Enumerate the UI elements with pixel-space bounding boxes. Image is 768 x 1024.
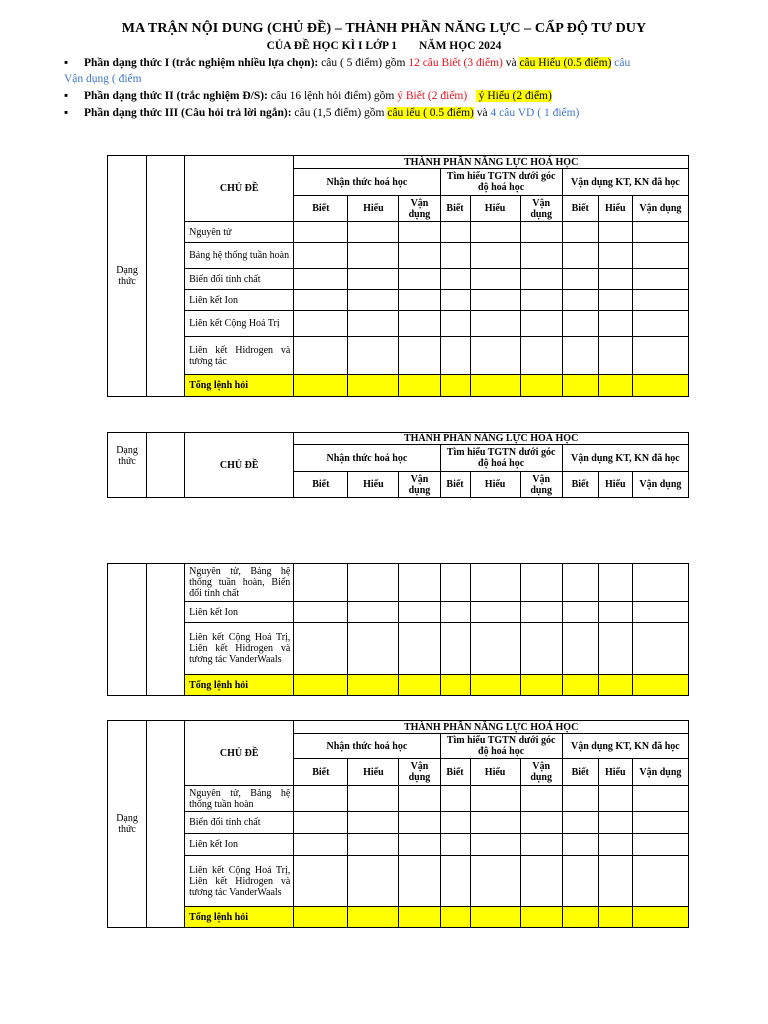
empty-cell [470, 243, 520, 269]
table-row [108, 856, 689, 907]
empty-cell [632, 243, 688, 269]
level-header: Hiểu [348, 472, 399, 498]
empty-cell [470, 222, 520, 243]
level-header: Hiểu [348, 759, 399, 786]
empty-cell [440, 290, 470, 311]
empty-cell [520, 222, 562, 243]
empty-cell [598, 243, 632, 269]
empty-cell [632, 337, 688, 375]
empty-cell [294, 564, 348, 602]
empty-cell [399, 602, 440, 623]
topic-cell: Bảng hệ thống tuần hoàn [185, 243, 294, 269]
empty-cell [520, 623, 562, 675]
total-cell [399, 675, 440, 696]
table-row [108, 786, 689, 812]
competency-header: Vận dụng KT, KN đã học [562, 169, 688, 196]
total-cell [562, 375, 598, 397]
empty-cell [562, 602, 598, 623]
matrix-table-4 [107, 720, 689, 928]
bullet-label: Phần dạng thức I (trắc nghiệm nhiều lựa chọn): [84, 57, 319, 69]
empty-cell [470, 311, 520, 337]
empty-cell [348, 856, 399, 907]
empty-cell [562, 856, 598, 907]
bullet-blue-text: câu [611, 57, 631, 69]
level-header: Biết [440, 759, 470, 786]
table-row [108, 337, 689, 375]
document-title: MA TRẬN NỘI DUNG (CHỦ ĐỀ) – THÀNH PHẦN NĂNG LỰC – CẤP ĐỘ TƯ DUY [121, 21, 647, 36]
empty-cell [294, 337, 348, 375]
empty-cell [562, 623, 598, 675]
empty-cell [562, 290, 598, 311]
bullet-icon: ▪ [64, 107, 69, 119]
topic-cell: Liên kết Cộng Hoá Trị, Liên kết Hidrogen và tương tác VanderWaals [185, 623, 294, 675]
empty-cell [399, 290, 440, 311]
level-header: Vận dụng [632, 472, 688, 498]
empty-cell [440, 269, 470, 290]
total-cell [470, 375, 520, 397]
empty-cell [399, 311, 440, 337]
matrix-table-1 [107, 155, 689, 397]
empty-cell [520, 337, 562, 375]
empty-cell [348, 623, 399, 675]
table-row [108, 812, 689, 834]
empty-cell [294, 243, 348, 269]
empty-cell [632, 812, 688, 834]
level-header: Vận dụng [399, 472, 440, 498]
competency-group-header: THÀNH PHẦN NĂNG LỰC HOÁ HỌC [294, 433, 689, 445]
bullet-text: câu (1,5 điểm) gồm [291, 107, 388, 119]
empty-cell [598, 834, 632, 856]
empty-cell [147, 156, 185, 397]
empty-cell [348, 602, 399, 623]
total-cell [598, 907, 632, 928]
empty-cell [632, 311, 688, 337]
empty-cell [348, 834, 399, 856]
level-header: Hiểu [598, 472, 632, 498]
empty-cell [520, 812, 562, 834]
empty-cell [598, 623, 632, 675]
empty-cell [399, 834, 440, 856]
bullet-icon: ▪ [64, 57, 69, 69]
total-label: Tổng lệnh hỏi [185, 675, 294, 696]
bullet-red-text: 12 câu Biết (3 điểm) [408, 57, 503, 69]
level-header: Vận dụng [520, 472, 562, 498]
empty-cell [562, 834, 598, 856]
bullet-text: và [473, 107, 491, 119]
total-label: Tổng lệnh hỏi [185, 907, 294, 928]
total-cell [470, 675, 520, 696]
empty-cell [562, 564, 598, 602]
empty-cell [562, 337, 598, 375]
competency-group-header: THÀNH PHẦN NĂNG LỰC HOÁ HỌC [294, 721, 689, 734]
empty-cell [348, 337, 399, 375]
level-header: Hiểu [470, 196, 520, 222]
empty-cell [470, 623, 520, 675]
empty-cell [470, 856, 520, 907]
empty-cell [562, 243, 598, 269]
empty-cell [598, 222, 632, 243]
empty-cell [440, 856, 470, 907]
empty-cell [632, 222, 688, 243]
empty-cell [520, 269, 562, 290]
table-row [108, 564, 689, 602]
competency-header: Vận dụng KT, KN đã học [562, 445, 688, 472]
empty-cell [440, 812, 470, 834]
topic-cell: Nguyên tử [185, 222, 294, 243]
empty-cell [562, 269, 598, 290]
subtitle-year: NĂM HỌC 2024 [418, 40, 502, 52]
table-row [108, 834, 689, 856]
empty-cell [399, 812, 440, 834]
total-cell [520, 375, 562, 397]
bullet-part-3 [64, 106, 579, 121]
empty-cell [294, 812, 348, 834]
empty-cell [632, 834, 688, 856]
level-header: Hiểu [348, 196, 399, 222]
total-cell [399, 375, 440, 397]
empty-cell [294, 290, 348, 311]
empty-cell [294, 834, 348, 856]
topic-cell: Biến đổi tính chất [185, 812, 294, 834]
empty-cell [562, 812, 598, 834]
total-row [108, 375, 689, 397]
empty-cell [562, 786, 598, 812]
topic-header: CHỦ ĐỀ [185, 433, 294, 498]
empty-cell [348, 243, 399, 269]
total-cell [294, 907, 348, 928]
empty-cell [632, 786, 688, 812]
topic-cell: Liên kết Cộng Hoá Trị, Liên kết Hidrogen và tương tác VanderWaals [185, 856, 294, 907]
empty-cell [632, 856, 688, 907]
empty-cell [598, 311, 632, 337]
empty-cell [598, 786, 632, 812]
total-cell [520, 907, 562, 928]
empty-cell [520, 786, 562, 812]
bullet-part-1-continuation: Vận dụng ( điểm [64, 73, 142, 85]
total-cell [440, 907, 470, 928]
empty-cell [399, 269, 440, 290]
empty-cell [562, 222, 598, 243]
empty-cell [147, 564, 185, 696]
table-row [108, 222, 689, 243]
empty-cell [399, 243, 440, 269]
empty-cell [440, 602, 470, 623]
bullet-text: và [502, 57, 520, 69]
empty-cell [348, 812, 399, 834]
level-header: Biết [562, 472, 598, 498]
empty-cell [294, 269, 348, 290]
competency-header: Nhận thức hoá học [294, 169, 440, 196]
empty-cell [520, 290, 562, 311]
bullet-text: câu 16 lệnh hỏi điểm) gồm [267, 90, 398, 102]
empty-cell [348, 311, 399, 337]
dang-thuc-cell: Dạng thức [108, 433, 147, 498]
total-cell [520, 675, 562, 696]
topic-cell: Liên kết Cộng Hoá Trị [185, 311, 294, 337]
competency-header: Tìm hiểu TGTN dưới góc độ hoá học [440, 445, 562, 472]
empty-cell [440, 311, 470, 337]
empty-cell [598, 856, 632, 907]
empty-cell [348, 786, 399, 812]
table-row [108, 269, 689, 290]
level-header: Vận dụng [520, 196, 562, 222]
table-row [108, 602, 689, 623]
total-cell [598, 375, 632, 397]
competency-header: Tìm hiểu TGTN dưới góc độ hoá học [440, 734, 562, 759]
total-cell [348, 907, 399, 928]
total-cell [562, 675, 598, 696]
empty-cell [632, 290, 688, 311]
bullet-highlight-text: ý Hiểu (2 điểm) [475, 90, 552, 102]
level-header: Biết [294, 196, 348, 222]
competency-group-header: THÀNH PHẦN NĂNG LỰC HOÁ HỌC [294, 156, 689, 169]
total-cell [470, 907, 520, 928]
matrix-table-2 [107, 432, 689, 498]
table-row [108, 290, 689, 311]
topic-header: CHỦ ĐỀ [185, 156, 294, 222]
empty-cell [294, 311, 348, 337]
bullet-text: câu ( 5 điểm) gồm [318, 57, 409, 69]
empty-cell [632, 623, 688, 675]
total-cell [399, 907, 440, 928]
dang-thuc-cell: Dạng thức [108, 721, 147, 928]
empty-cell [520, 243, 562, 269]
empty-cell [399, 623, 440, 675]
bullet-label: Phần dạng thức III (Câu hỏi trả lời ngắn): [84, 107, 292, 119]
bullet-label: Phần dạng thức II (trắc nghiệm Đ/S): [84, 90, 268, 102]
topic-cell: Liên kết Ion [185, 602, 294, 623]
empty-cell [632, 602, 688, 623]
competency-header: Nhận thức hoá học [294, 734, 440, 759]
empty-cell [399, 564, 440, 602]
empty-cell [440, 834, 470, 856]
empty-cell [399, 856, 440, 907]
empty-cell [440, 222, 470, 243]
bullet-highlight-text: câu iểu ( 0.5 điểm) [387, 107, 474, 119]
total-cell [440, 675, 470, 696]
total-cell [348, 375, 399, 397]
empty-cell [520, 311, 562, 337]
dang-thuc-cell: Dạng thức [108, 156, 147, 397]
total-cell [294, 375, 348, 397]
level-header: Vận dụng [632, 196, 688, 222]
empty-cell [470, 337, 520, 375]
total-row [108, 675, 689, 696]
empty-cell [399, 222, 440, 243]
bullet-icon: ▪ [64, 90, 69, 102]
bullet-highlight-text: câu Hiểu (0.5 điểm) [519, 57, 612, 69]
empty-cell [294, 602, 348, 623]
level-header: Hiểu [598, 759, 632, 786]
empty-cell [147, 433, 185, 498]
empty-cell [598, 290, 632, 311]
empty-cell [520, 834, 562, 856]
empty-cell [294, 623, 348, 675]
empty-cell [470, 602, 520, 623]
empty-cell [520, 856, 562, 907]
empty-cell [632, 269, 688, 290]
competency-header: Vận dụng KT, KN đã học [562, 734, 688, 759]
empty-cell [108, 564, 147, 696]
total-cell [598, 675, 632, 696]
bullet-part-2 [64, 89, 552, 104]
empty-cell [440, 243, 470, 269]
matrix-table-3 [107, 563, 689, 696]
table-row [108, 243, 689, 269]
topic-cell: Liên kết Ion [185, 290, 294, 311]
empty-cell [440, 337, 470, 375]
competency-header: Tìm hiểu TGTN dưới góc độ hoá học [440, 169, 562, 196]
empty-cell [470, 812, 520, 834]
empty-cell [470, 786, 520, 812]
empty-cell [440, 623, 470, 675]
total-cell [632, 675, 688, 696]
empty-cell [399, 786, 440, 812]
competency-header: Nhận thức hoá học [294, 445, 440, 472]
empty-cell [440, 786, 470, 812]
level-header: Biết [440, 196, 470, 222]
total-label: Tổng lệnh hỏi [185, 375, 294, 397]
total-cell [440, 375, 470, 397]
empty-cell [440, 564, 470, 602]
level-header: Biết [294, 759, 348, 786]
total-cell [348, 675, 399, 696]
level-header: Vận dụng [632, 759, 688, 786]
level-header: Hiểu [470, 472, 520, 498]
empty-cell [598, 337, 632, 375]
empty-cell [348, 269, 399, 290]
empty-cell [294, 856, 348, 907]
empty-cell [399, 337, 440, 375]
level-header: Hiểu [470, 759, 520, 786]
empty-cell [470, 564, 520, 602]
total-cell [294, 675, 348, 696]
topic-cell: Nguyên tử, Bảng hệ thống tuần hoàn [185, 786, 294, 812]
level-header: Vận dụng [399, 759, 440, 786]
level-header: Biết [440, 472, 470, 498]
empty-cell [348, 222, 399, 243]
total-cell [632, 907, 688, 928]
empty-cell [147, 721, 185, 928]
empty-cell [562, 311, 598, 337]
empty-cell [598, 812, 632, 834]
level-header: Hiểu [598, 196, 632, 222]
table-row [108, 311, 689, 337]
document-subtitle [0, 40, 768, 52]
topic-cell: Biến đổi tính chất [185, 269, 294, 290]
topic-cell: Liên kết Ion [185, 834, 294, 856]
total-row [108, 907, 689, 928]
empty-cell [470, 290, 520, 311]
empty-cell [294, 222, 348, 243]
empty-cell [598, 602, 632, 623]
empty-cell [598, 269, 632, 290]
empty-cell [470, 834, 520, 856]
empty-cell [294, 786, 348, 812]
empty-cell [632, 564, 688, 602]
level-header: Vận dụng [399, 196, 440, 222]
level-header: Biết [294, 472, 348, 498]
level-header: Biết [562, 759, 598, 786]
empty-cell [470, 269, 520, 290]
empty-cell [520, 564, 562, 602]
total-cell [632, 375, 688, 397]
empty-cell [520, 602, 562, 623]
total-cell [562, 907, 598, 928]
table-row [108, 623, 689, 675]
bullet-red-text: ý Biết (2 điểm) [397, 90, 468, 102]
subtitle-grade: CỦA ĐỀ HỌC KÌ I LỚP 1 [266, 40, 397, 52]
topic-cell: Liên kết Hidrogen và tương tác [185, 337, 294, 375]
topic-header: CHỦ ĐỀ [185, 721, 294, 786]
level-header: Vận dụng [520, 759, 562, 786]
topic-cell: Nguyên tử, Bảng hệ thống tuần hoàn, Biến đổi tính chất [185, 564, 294, 602]
empty-cell [348, 564, 399, 602]
empty-cell [348, 290, 399, 311]
level-header: Biết [562, 196, 598, 222]
bullet-blue-text: 4 câu VD ( 1 điểm) [490, 107, 580, 119]
empty-cell [598, 564, 632, 602]
bullet-part-1 [64, 56, 630, 71]
